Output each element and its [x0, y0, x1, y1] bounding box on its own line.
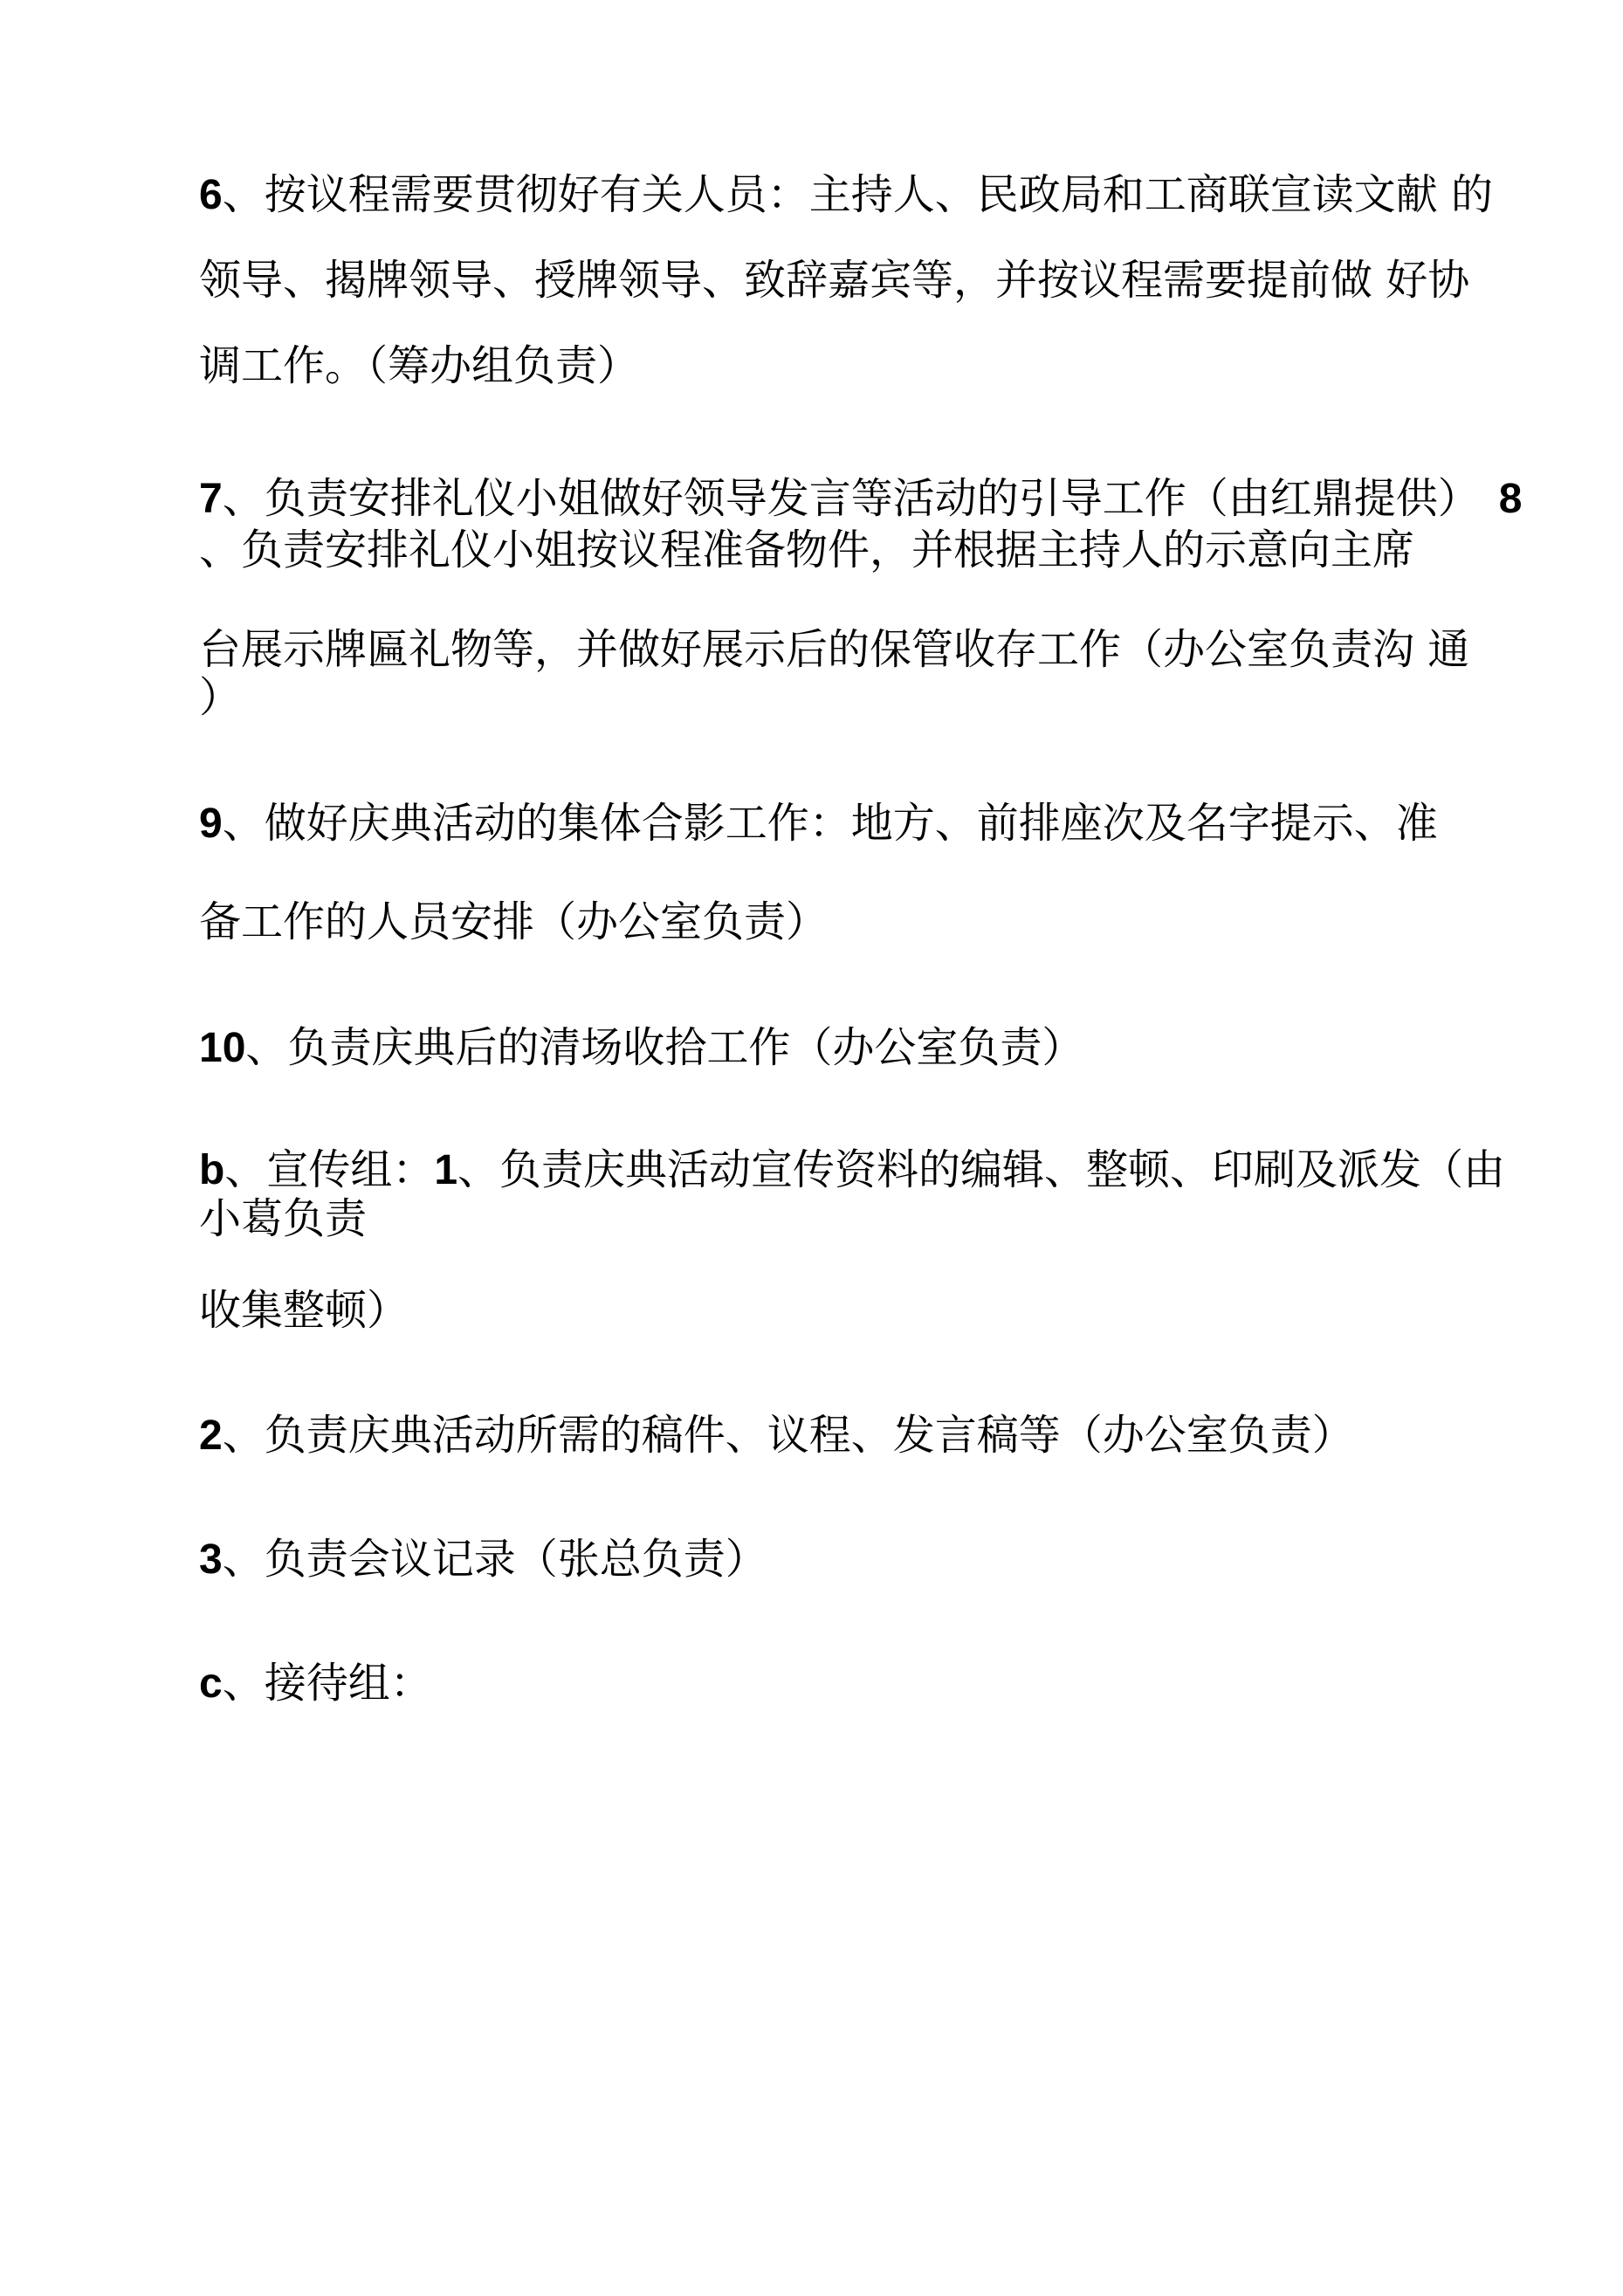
- item-number: 8: [1498, 476, 1523, 522]
- line-text: 、负责安排礼仪小姐按议程准备物件，并根据主持人的示意向主席: [199, 526, 1415, 574]
- paragraph-line: [199, 170, 1493, 220]
- line-text: 、负责会议记录（张总负责）: [222, 1535, 767, 1584]
- line-text: 小葛负责: [199, 1194, 368, 1243]
- paragraph-line: [199, 1286, 409, 1335]
- item-number: 7: [199, 476, 223, 522]
- line-text: 台展示牌匾礼物等，并做好展示后的保管收存工作（办公室负责沟 通: [199, 625, 1470, 674]
- paragraph-line: [199, 1535, 767, 1585]
- line-text: 备工作的人员安排（办公室负责）: [199, 897, 829, 946]
- paragraph-line: [199, 1145, 1505, 1195]
- paragraph-line: [199, 799, 1438, 849]
- paragraph-line: [199, 673, 241, 722]
- section-letter: c: [199, 1660, 223, 1707]
- line-text: 、负责庆典后的清场收拾工作（办公室负责）: [245, 1023, 1084, 1072]
- line-text: 、按议程需要贯彻好有关人员：主持人、民政局和工商联宣读文献 的: [222, 170, 1493, 219]
- line-text: 、负责庆典活动宣传资料的编辑、整顿、印刷及派发（由: [457, 1145, 1506, 1194]
- paragraph-line: [199, 341, 639, 390]
- paragraph-line: [199, 256, 1469, 305]
- line-text: 收集整顿）: [199, 1286, 409, 1335]
- item-number: 6: [199, 172, 223, 218]
- paragraph-line: [199, 1659, 432, 1708]
- line-text: 、接待组：: [222, 1659, 432, 1708]
- paragraph-line: [199, 1194, 367, 1243]
- item-number: 3: [199, 1536, 223, 1583]
- line-text: 调工作。（筹办组负责）: [199, 341, 640, 390]
- paragraph-line: [199, 625, 1469, 674]
- item-number: 2: [199, 1413, 223, 1459]
- line-text: ）: [199, 673, 242, 722]
- paragraph-line: [199, 897, 828, 946]
- paragraph-line: [199, 1023, 1083, 1073]
- item-number: 10: [199, 1025, 246, 1071]
- line-text: 、负责安排礼仪小姐做好领导发言等活动的引导工作（由红鼎提供）: [222, 474, 1480, 523]
- item-number: 1: [434, 1147, 458, 1193]
- paragraph-line: [199, 1411, 1354, 1461]
- item-number: 9: [199, 801, 223, 847]
- line-text: 、负责庆典活动所需的稿件、议程、发言稿等（办公室负责）: [222, 1411, 1354, 1460]
- line-text: 、宣传组：: [224, 1145, 435, 1194]
- paragraph-line: [199, 474, 1522, 524]
- section-letter: b: [199, 1147, 225, 1193]
- paragraph-line: [199, 526, 1414, 574]
- line-text: 、做好庆典活动的集体合影工作：地方、前排座次及名字提示、准: [222, 799, 1438, 848]
- line-text: 领导、揭牌领导、授牌领导、致辞嘉宾等，并按议程需要提前做 好协: [199, 256, 1470, 305]
